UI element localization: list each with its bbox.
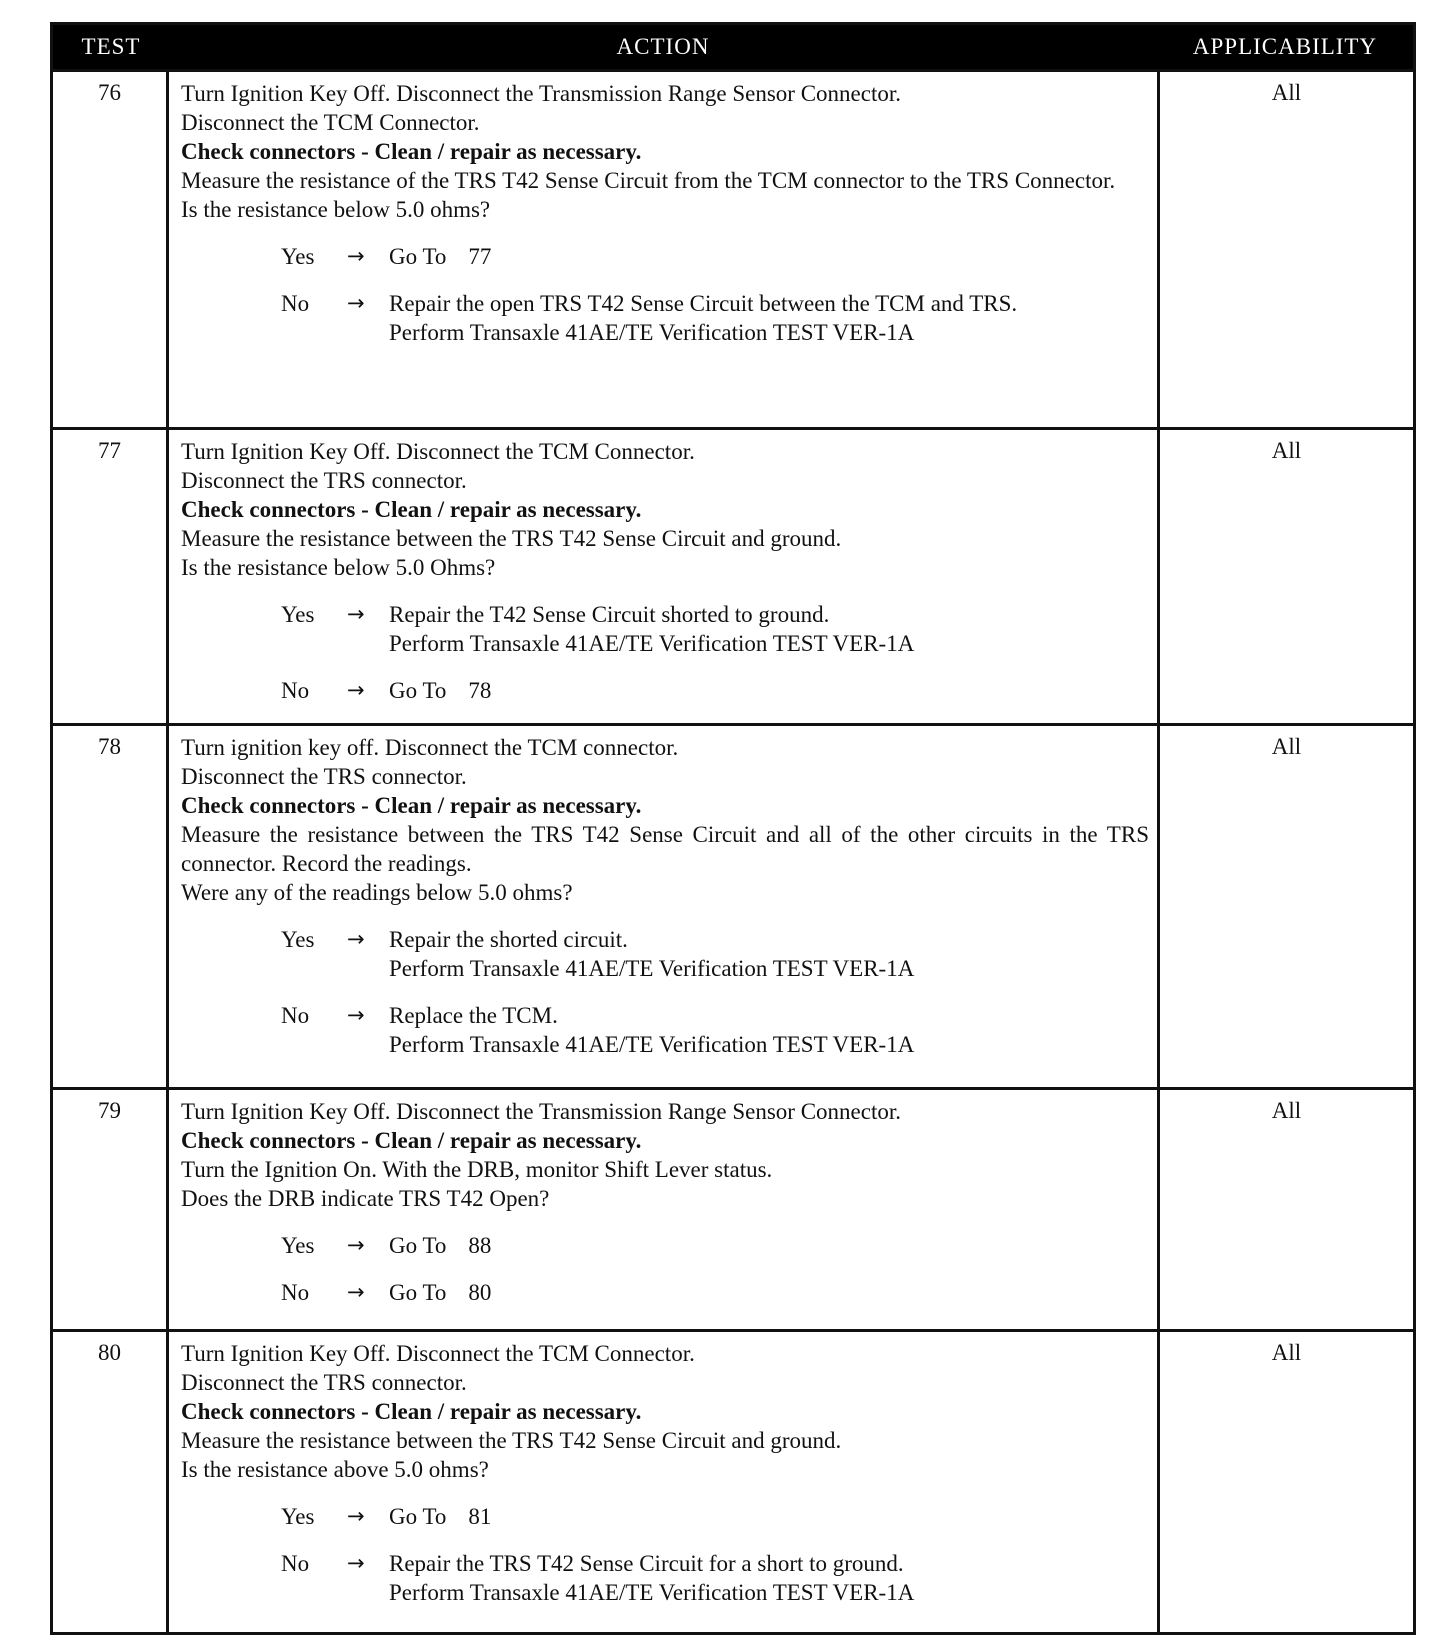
applicability-80: All (1157, 1329, 1413, 1632)
action-line: Turn the Ignition On. With the DRB, monitor Shift Lever status. (181, 1157, 773, 1182)
header-applicability: APPLICABILITY (1157, 25, 1413, 69)
header-test: TEST (53, 25, 169, 69)
yes-option (281, 925, 1149, 983)
arrow-right-icon: → (347, 927, 365, 951)
action-cell-77 (169, 427, 1157, 723)
yes-label: Yes (281, 1233, 315, 1258)
question-line: Is the resistance below 5.0 Ohms? (181, 555, 496, 580)
arrow-right-icon: → (347, 1003, 365, 1027)
check-connectors-note: Check connectors - Clean / repair as necessary. (181, 1128, 642, 1153)
test-number-78: 78 (53, 723, 169, 1087)
yes-result (389, 925, 1149, 983)
test-number-77: 77 (53, 427, 169, 723)
action-line: Disconnect the TRS connector. (181, 1370, 467, 1395)
action-line: Measure the resistance between the TRS T42 Sense Circuit and all of the other circuits in the TRS connector. Record the readings. (181, 822, 1149, 876)
no-label: No (281, 1551, 310, 1576)
result-line: Repair the TRS T42 Sense Circuit for a short to ground. (389, 1551, 904, 1576)
test-number-79: 79 (53, 1087, 169, 1329)
result-line: Repair the shorted circuit. (389, 927, 628, 952)
no-option (281, 1549, 1149, 1607)
result-line: Repair the T42 Sense Circuit shorted to ground. (389, 602, 830, 627)
no-result (389, 289, 1149, 347)
action-line: Turn Ignition Key Off. Disconnect the TCM Connector. (181, 1341, 695, 1366)
check-connectors-note: Check connectors - Clean / repair as necessary. (181, 793, 642, 818)
test-number-76: 76 (53, 69, 169, 427)
result-line: Perform Transaxle 41AE/TE Verification TEST VER-1A (389, 956, 915, 981)
action-line: Measure the resistance of the TRS T42 Sense Circuit from the TCM connector to the TRS Connector. (181, 168, 1116, 193)
arrow-right-icon: → (347, 244, 365, 268)
goto-target: 78 (468, 678, 492, 703)
action-cell-79 (169, 1087, 1157, 1329)
action-line: Turn Ignition Key Off. Disconnect the TCM Connector. (181, 439, 695, 464)
arrow-right-icon: → (347, 602, 365, 626)
goto-target: 81 (468, 1504, 492, 1529)
no-result (389, 1278, 1149, 1307)
no-result (389, 676, 1149, 705)
check-connectors-note: Check connectors - Clean / repair as necessary. (181, 1399, 642, 1424)
result-line: Repair the open TRS T42 Sense Circuit between the TCM and TRS. (389, 291, 1018, 316)
diagnostic-test-table (50, 22, 1416, 1635)
arrow-right-icon: → (347, 678, 365, 702)
yes-option (281, 600, 1149, 658)
action-line: Turn ignition key off. Disconnect the TCM connector. (181, 735, 679, 760)
no-label: No (281, 678, 310, 703)
yes-option (281, 242, 1149, 271)
goto-label: Go To (389, 678, 447, 703)
question-line: Does the DRB indicate TRS T42 Open? (181, 1186, 550, 1211)
no-option (281, 1278, 1149, 1307)
goto-target: 80 (468, 1280, 492, 1305)
arrow-right-icon: → (347, 1280, 365, 1304)
arrow-right-icon: → (347, 1551, 365, 1575)
no-option (281, 676, 1149, 705)
applicability-79: All (1157, 1087, 1413, 1329)
question-line: Were any of the readings below 5.0 ohms? (181, 880, 573, 905)
action-line: Disconnect the TCM Connector. (181, 110, 480, 135)
no-option (281, 1001, 1149, 1059)
goto-target: 77 (468, 244, 492, 269)
no-result (389, 1549, 1149, 1607)
yes-result (389, 1502, 1149, 1531)
result-line: Replace the TCM. (389, 1003, 558, 1028)
goto-target: 88 (468, 1233, 492, 1258)
yes-result (389, 242, 1149, 271)
result-line: Perform Transaxle 41AE/TE Verification TEST VER-1A (389, 320, 915, 345)
action-line: Measure the resistance between the TRS T42 Sense Circuit and ground. (181, 1428, 842, 1453)
action-cell-78 (169, 723, 1157, 1087)
yes-label: Yes (281, 602, 315, 627)
no-label: No (281, 291, 310, 316)
result-line: Perform Transaxle 41AE/TE Verification TEST VER-1A (389, 1580, 915, 1605)
check-connectors-note: Check connectors - Clean / repair as necessary. (181, 497, 642, 522)
applicability-78: All (1157, 723, 1413, 1087)
yes-label: Yes (281, 927, 315, 952)
action-cell-80 (169, 1329, 1157, 1632)
action-line: Disconnect the TRS connector. (181, 468, 467, 493)
action-line: Measure the resistance between the TRS T42 Sense Circuit and ground. (181, 526, 842, 551)
yes-option (281, 1231, 1149, 1260)
question-line: Is the resistance above 5.0 ohms? (181, 1457, 489, 1482)
goto-label: Go To (389, 1233, 447, 1258)
arrow-right-icon: → (347, 291, 365, 315)
no-label: No (281, 1003, 310, 1028)
no-result (389, 1001, 1149, 1059)
yes-label: Yes (281, 1504, 315, 1529)
result-line: Perform Transaxle 41AE/TE Verification TEST VER-1A (389, 1032, 915, 1057)
arrow-right-icon: → (347, 1233, 365, 1257)
goto-label: Go To (389, 1280, 447, 1305)
no-label: No (281, 1280, 310, 1305)
yes-result (389, 600, 1149, 658)
header-action: ACTION (169, 25, 1157, 69)
arrow-right-icon: → (347, 1504, 365, 1528)
applicability-76: All (1157, 69, 1413, 427)
goto-label: Go To (389, 244, 447, 269)
action-line: Turn Ignition Key Off. Disconnect the Transmission Range Sensor Connector. (181, 81, 901, 106)
yes-result (389, 1231, 1149, 1260)
check-connectors-note: Check connectors - Clean / repair as necessary. (181, 139, 642, 164)
action-line: Disconnect the TRS connector. (181, 764, 467, 789)
action-line: Turn Ignition Key Off. Disconnect the Transmission Range Sensor Connector. (181, 1099, 901, 1124)
no-option (281, 289, 1149, 347)
goto-label: Go To (389, 1504, 447, 1529)
applicability-77: All (1157, 427, 1413, 723)
action-cell-76 (169, 69, 1157, 427)
question-line: Is the resistance below 5.0 ohms? (181, 197, 491, 222)
yes-label: Yes (281, 244, 315, 269)
result-line: Perform Transaxle 41AE/TE Verification TEST VER-1A (389, 631, 915, 656)
test-number-80: 80 (53, 1329, 169, 1632)
yes-option (281, 1502, 1149, 1531)
